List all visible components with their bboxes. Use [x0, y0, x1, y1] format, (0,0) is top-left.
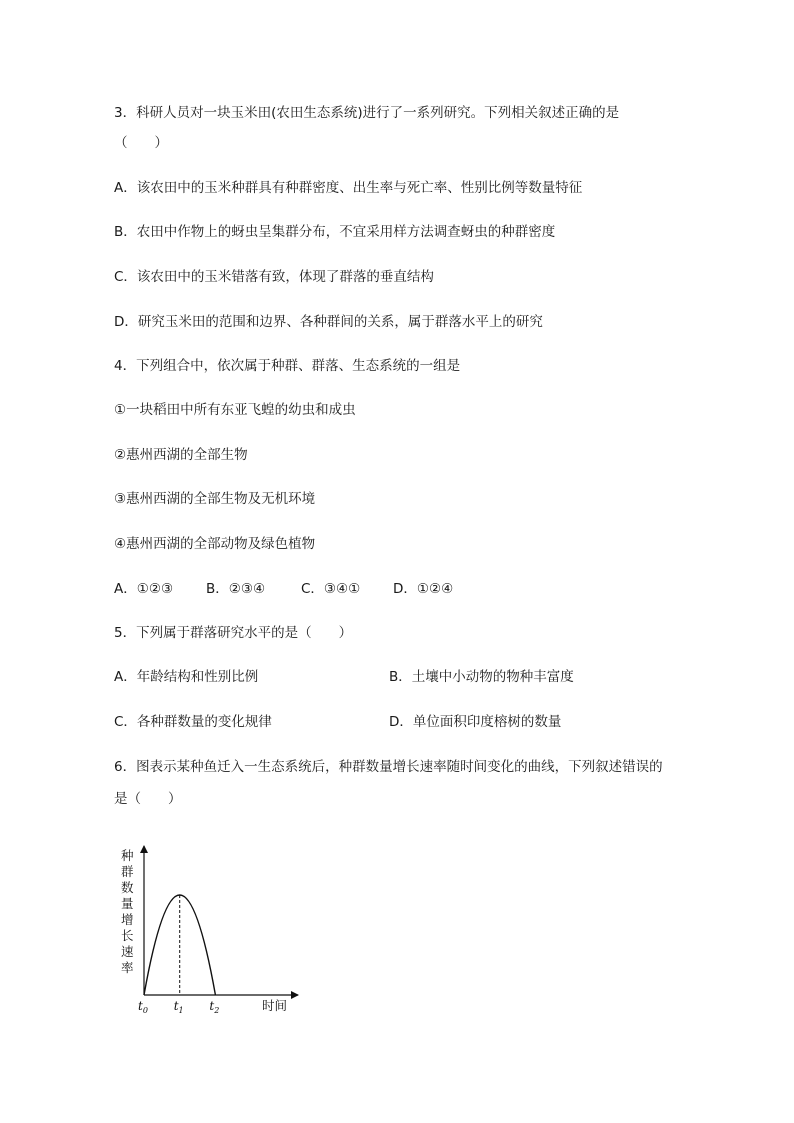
q3-option-d: D．研究玉米田的范围和边界、各种群间的关系，属于群落水平上的研究 [114, 314, 543, 330]
q4-option-c: C．③④① [301, 581, 361, 597]
y-label-char: 长 [121, 928, 134, 943]
y-label-char: 量 [121, 896, 134, 911]
q5-stem: 5．下列属于群落研究水平的是（ ） [114, 625, 353, 641]
y-label-char: 速 [121, 944, 134, 959]
q3-stem: 3．科研人员对一块玉米田(农田生态系统)进行了一系列研究。下列相关叙述正确的是 [114, 105, 620, 121]
x-axis-label: 时间 [262, 998, 288, 1013]
q4-item-1: ①一块稻田中所有东亚飞蝗的幼虫和成虫 [114, 402, 356, 418]
x-tick-label: $t_0$ [138, 999, 148, 1015]
q4-options [114, 579, 453, 599]
q5-option-b: B．土壤中小动物的物种丰富度 [389, 669, 574, 685]
growth-rate-chart [112, 840, 312, 1015]
x-tick-label: $t_2$ [209, 999, 220, 1015]
q3-option-c: C．该农田中的玉米错落有致，体现了群落的垂直结构 [114, 269, 434, 285]
y-label-char: 种 [121, 848, 134, 863]
y-label-char: 群 [121, 864, 134, 879]
q4-item-4: ④惠州西湖的全部动物及绿色植物 [114, 536, 316, 552]
q5-option-a: A．年龄结构和性别比例 [114, 669, 259, 685]
q4-stem: 4．下列组合中，依次属于种群、群落、生态系统的一组是 [114, 358, 461, 374]
q4-item-3: ③惠州西湖的全部生物及无机环境 [114, 491, 316, 507]
q6-stem-line1: 6．图表示某种鱼迁入一生态系统后，种群数量增长速率随时间变化的曲线，下列叙述错误的 [114, 759, 663, 775]
q3-option-b: B．农田中作物上的蚜虫呈集群分布，不宜采用样方法调查蚜虫的种群密度 [114, 224, 556, 240]
q4-item-2: ②惠州西湖的全部生物 [114, 447, 248, 463]
q5-option-d: D．单位面积印度榕树的数量 [389, 714, 562, 730]
q4-option-b: B．②③④ [206, 581, 266, 597]
x-tick-labels [138, 999, 219, 1015]
q5-option-c: C．各种群数量的变化规律 [114, 714, 272, 730]
q4-option-a: A．①②③ [114, 581, 174, 597]
x-tick-label: $t_1$ [173, 999, 184, 1015]
y-label-char: 数 [121, 880, 134, 895]
q6-stem-line2: 是（ ） [114, 791, 182, 807]
q3-option-a: A．该农田中的玉米种群具有种群密度、出生率与死亡率、性别比例等数量特征 [114, 180, 583, 196]
y-label-char: 增 [121, 912, 134, 927]
q4-option-d: D．①②④ [393, 581, 454, 597]
y-label-char: 率 [121, 960, 134, 975]
q3-bracket: （ ） [114, 135, 168, 151]
y-axis-label [121, 848, 134, 975]
